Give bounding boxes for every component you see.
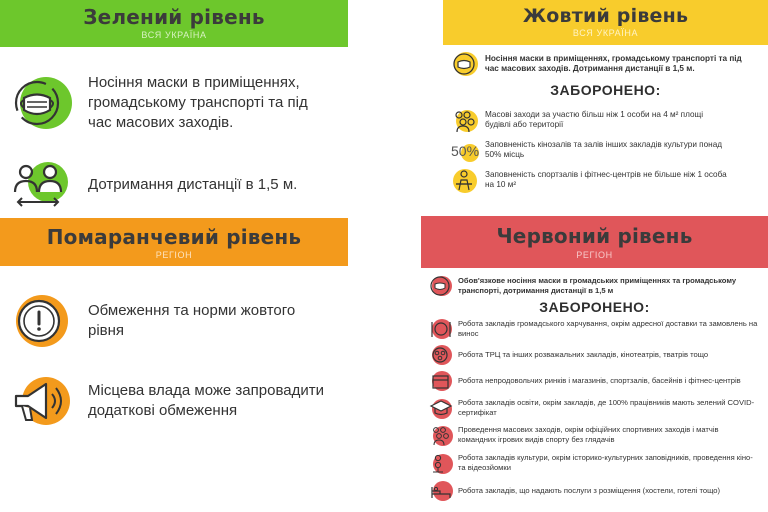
- mask-icon: [429, 274, 453, 298]
- yellow-level-banner: [443, 0, 768, 45]
- red-item-restaurants: [429, 317, 758, 341]
- yellow-item-mass-events: [451, 106, 725, 134]
- red-item-restaurants-text: Робота закладів громадського харчування, окрім адресної доставки та замовлень на винос: [458, 319, 758, 338]
- red-item-entertainment: [429, 343, 758, 367]
- red-item-education: [429, 396, 758, 420]
- orange-item-local-authority-text: Місцева влада може запровадити додаткові обмеження: [88, 382, 324, 419]
- mask-icon: [6, 70, 72, 136]
- people-distance-icon: [6, 152, 72, 218]
- yellow-forbidden-label: ЗАБОРОНЕНО:: [550, 82, 661, 98]
- entertainment-icon: [429, 343, 453, 367]
- red-item-mass-events-text: Проведення масових заходів, окрім офіційних спортивних заходів і матчів командних ігрових видів спорту без глядачів: [458, 425, 719, 444]
- red-forbidden-label: ЗАБОРОНЕНО:: [539, 299, 650, 315]
- red-level-subtitle: РЕГІОН: [576, 250, 613, 260]
- fifty-percent-icon: [451, 136, 479, 164]
- yellow-item-cinema: [451, 136, 725, 164]
- red-intro: [429, 274, 758, 298]
- megaphone-icon: [6, 368, 72, 434]
- green-item-mask: [6, 70, 328, 136]
- red-item-shops-text: Робота непродовольчих ринків і магазинів, спортзалів, басейнів і фітнес-центрів: [458, 376, 741, 385]
- mask-icon: [451, 50, 479, 78]
- yellow-item-cinema-text: Заповненість кінозалів та залів інших закладів культури понад 50% місць: [485, 140, 723, 159]
- red-level-title: Червоний рівень: [496, 224, 693, 248]
- red-intro-text: Обов'язкове носіння маски в громадських приміщеннях та громадському транспорті, дотримання дистанції в 1,5 м: [458, 276, 737, 295]
- graduation-cap-icon: [429, 396, 453, 420]
- culture-icon: [429, 451, 453, 475]
- yellow-item-fitness-text: Заповненість спортзалів і фітнес-центрів не більше ніж 1 особа на 10 м²: [485, 170, 727, 189]
- orange-level-banner: [0, 218, 348, 266]
- green-item-distance-text: Дотримання дистанції в 1,5 м.: [88, 176, 298, 193]
- green-level-banner: [0, 0, 348, 47]
- restaurant-icon: [429, 317, 453, 341]
- orange-level-subtitle: РЕГІОН: [155, 250, 193, 260]
- crowd-icon: [451, 106, 479, 134]
- red-item-culture: [429, 451, 758, 475]
- green-item-mask-text: Носіння маски в приміщеннях, громадському транспорті та під час масових заходів.: [88, 74, 308, 131]
- green-level-title: Зелений рівень: [83, 5, 265, 29]
- yellow-intro-text: Носіння маски в приміщеннях, громадському транспорті та під час масових заходів. Дотримання дистанції в 1,5 м.: [485, 54, 742, 73]
- red-item-hotels-text: Робота закладів, що надають послуги з розміщення (хостели, готелі тощо): [458, 486, 720, 495]
- orange-level-panel: [0, 218, 348, 512]
- mass-event-icon: [429, 423, 453, 447]
- orange-item-restrictions-text: Обмеження та норми жовтого рівня: [88, 302, 296, 339]
- yellow-level-subtitle: ВСЯ УКРАЇНА: [572, 28, 639, 38]
- green-item-distance: [6, 152, 328, 218]
- yellow-intro: [451, 50, 750, 78]
- yellow-level-title: Жовтий рівень: [522, 5, 689, 27]
- red-item-mass-events: [429, 423, 758, 447]
- green-level-panel: [0, 0, 348, 218]
- yellow-level-panel: [443, 0, 768, 216]
- red-item-education-text: Робота закладів освіти, окрім закладів, де 100% працівників мають зелений COVID-сертифікат: [458, 398, 755, 417]
- shop-icon: [429, 369, 453, 393]
- red-item-culture-text: Робота закладів культури, окрім історико-культурних заповідників, проведення кіно- та відеозйомки: [458, 453, 753, 472]
- yellow-item-mass-events-text: Масові заходи за участю більш ніж 1 особи на 4 м² площі будівлі або території: [485, 110, 704, 129]
- fitness-icon: [451, 166, 479, 194]
- red-level-banner: [421, 216, 768, 268]
- yellow-item-fitness: [451, 166, 735, 194]
- warning-icon: [6, 288, 72, 354]
- orange-item-local-authority: [6, 368, 338, 434]
- green-level-subtitle: ВСЯ УКРАЇНА: [141, 30, 207, 40]
- red-item-entertainment-text: Робота ТРЦ та інших розважальних закладів, кінотеатрів, тватрів тощо: [458, 350, 709, 359]
- hotel-icon: [429, 479, 453, 503]
- orange-level-title: Помаранчевий рівень: [46, 225, 302, 249]
- red-item-shops: [429, 369, 768, 393]
- orange-item-restrictions: [6, 288, 328, 354]
- red-item-hotels: [429, 479, 768, 503]
- red-level-panel: [421, 216, 768, 512]
- fifty-percent-label: 50%: [451, 143, 479, 159]
